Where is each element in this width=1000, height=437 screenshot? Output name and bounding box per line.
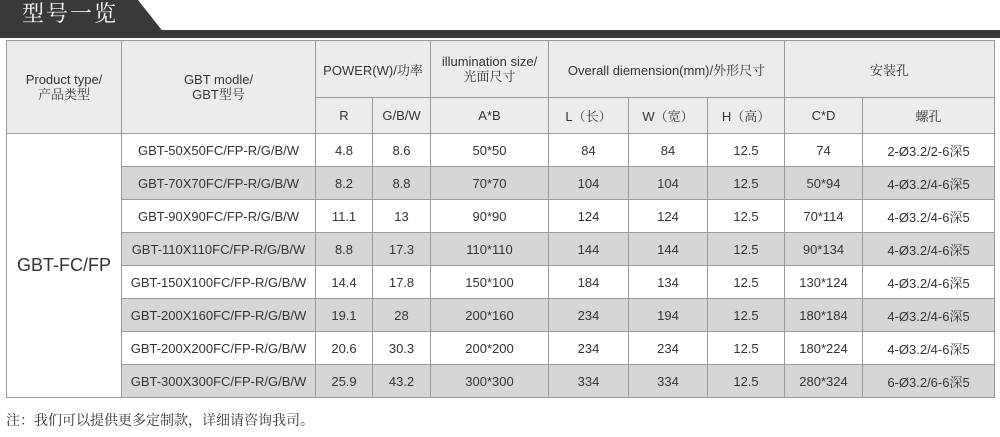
table-row bbox=[7, 200, 995, 233]
ab-cell: 200*160 bbox=[431, 299, 549, 332]
power-r-cell: 11.1 bbox=[316, 200, 373, 233]
power-r-cell: 8.8 bbox=[316, 233, 373, 266]
screw-cell: 4-Ø3.2/4-6深5 bbox=[863, 266, 995, 299]
ab-cell: 150*100 bbox=[431, 266, 549, 299]
ab-cell: 90*90 bbox=[431, 200, 549, 233]
header-power: POWER(W)/功率 bbox=[316, 41, 431, 98]
table-row bbox=[7, 134, 995, 167]
header-w: W（宽） bbox=[629, 98, 708, 134]
header-power-r: R bbox=[316, 98, 373, 134]
model-cell: GBT-200X200FC/FP-R/G/B/W bbox=[122, 332, 316, 365]
power-r-cell: 19.1 bbox=[316, 299, 373, 332]
power-gbw-cell: 8.8 bbox=[373, 167, 431, 200]
footnote: 注：我们可以提供更多定制款，详细请咨询我司。 bbox=[6, 413, 314, 429]
header-cd: C*D bbox=[785, 98, 863, 134]
product-type-cell: GBT-FC/FP bbox=[7, 134, 122, 398]
power-gbw-cell: 30.3 bbox=[373, 332, 431, 365]
table-row bbox=[7, 233, 995, 266]
ab-cell: 200*200 bbox=[431, 332, 549, 365]
h-cell: 12.5 bbox=[708, 200, 785, 233]
cd-cell: 180*224 bbox=[785, 332, 863, 365]
screw-cell: 4-Ø3.2/4-6深5 bbox=[863, 332, 995, 365]
header-ab: A*B bbox=[431, 98, 549, 134]
w-cell: 334 bbox=[629, 365, 708, 398]
power-r-cell: 8.2 bbox=[316, 167, 373, 200]
header-band bbox=[0, 0, 1000, 38]
screw-cell: 4-Ø3.2/4-6深5 bbox=[863, 167, 995, 200]
table-row bbox=[7, 332, 995, 365]
screw-cell: 4-Ø3.2/4-6深5 bbox=[863, 200, 995, 233]
header-install: 安装孔 bbox=[785, 41, 995, 98]
power-gbw-cell: 17.3 bbox=[373, 233, 431, 266]
screw-cell: 2-Ø3.2/2-6深5 bbox=[863, 134, 995, 167]
page-title: 型号一览 bbox=[22, 2, 119, 27]
screw-cell: 4-Ø3.2/4-6深5 bbox=[863, 299, 995, 332]
ab-cell: 110*110 bbox=[431, 233, 549, 266]
power-gbw-cell: 8.6 bbox=[373, 134, 431, 167]
h-cell: 12.5 bbox=[708, 167, 785, 200]
w-cell: 134 bbox=[629, 266, 708, 299]
cd-cell: 90*134 bbox=[785, 233, 863, 266]
l-cell: 84 bbox=[549, 134, 629, 167]
cd-cell: 70*114 bbox=[785, 200, 863, 233]
w-cell: 104 bbox=[629, 167, 708, 200]
header-model: GBT modle/ GBT型号 bbox=[122, 41, 316, 134]
power-r-cell: 14.4 bbox=[316, 266, 373, 299]
header-overall: Overall diemension(mm)/外形尺寸 bbox=[549, 41, 785, 98]
l-cell: 234 bbox=[549, 332, 629, 365]
header-l: L（长） bbox=[549, 98, 629, 134]
cd-cell: 180*184 bbox=[785, 299, 863, 332]
table-row bbox=[7, 266, 995, 299]
spec-table bbox=[6, 40, 995, 398]
table-body bbox=[7, 134, 995, 398]
cd-cell: 130*124 bbox=[785, 266, 863, 299]
model-cell: GBT-200X160FC/FP-R/G/B/W bbox=[122, 299, 316, 332]
power-r-cell: 4.8 bbox=[316, 134, 373, 167]
ab-cell: 300*300 bbox=[431, 365, 549, 398]
model-cell: GBT-90X90FC/FP-R/G/B/W bbox=[122, 200, 316, 233]
power-gbw-cell: 43.2 bbox=[373, 365, 431, 398]
l-cell: 124 bbox=[549, 200, 629, 233]
header-illumination: illumination size/ 光面尺寸 bbox=[431, 41, 549, 98]
l-cell: 104 bbox=[549, 167, 629, 200]
cd-cell: 280*324 bbox=[785, 365, 863, 398]
power-r-cell: 20.6 bbox=[316, 332, 373, 365]
h-cell: 12.5 bbox=[708, 266, 785, 299]
h-cell: 12.5 bbox=[708, 365, 785, 398]
h-cell: 12.5 bbox=[708, 233, 785, 266]
header-product-type: Product type/ 产品类型 bbox=[7, 41, 122, 134]
l-cell: 144 bbox=[549, 233, 629, 266]
table-row bbox=[7, 167, 995, 200]
h-cell: 12.5 bbox=[708, 134, 785, 167]
model-cell: GBT-150X100FC/FP-R/G/B/W bbox=[122, 266, 316, 299]
ab-cell: 50*50 bbox=[431, 134, 549, 167]
table-row bbox=[7, 365, 995, 398]
model-cell: GBT-50X50FC/FP-R/G/B/W bbox=[122, 134, 316, 167]
model-cell: GBT-300X300FC/FP-R/G/B/W bbox=[122, 365, 316, 398]
l-cell: 234 bbox=[549, 299, 629, 332]
header-screw: 螺孔 bbox=[863, 98, 995, 134]
h-cell: 12.5 bbox=[708, 299, 785, 332]
screw-cell: 6-Ø3.2/6-6深5 bbox=[863, 365, 995, 398]
l-cell: 184 bbox=[549, 266, 629, 299]
header-h: H（高） bbox=[708, 98, 785, 134]
ab-cell: 70*70 bbox=[431, 167, 549, 200]
power-r-cell: 25.9 bbox=[316, 365, 373, 398]
model-cell: GBT-110X110FC/FP-R/G/B/W bbox=[122, 233, 316, 266]
w-cell: 84 bbox=[629, 134, 708, 167]
h-cell: 12.5 bbox=[708, 332, 785, 365]
model-cell: GBT-70X70FC/FP-R/G/B/W bbox=[122, 167, 316, 200]
table-row bbox=[7, 299, 995, 332]
power-gbw-cell: 28 bbox=[373, 299, 431, 332]
w-cell: 234 bbox=[629, 332, 708, 365]
w-cell: 124 bbox=[629, 200, 708, 233]
cd-cell: 50*94 bbox=[785, 167, 863, 200]
w-cell: 144 bbox=[629, 233, 708, 266]
power-gbw-cell: 17.8 bbox=[373, 266, 431, 299]
power-gbw-cell: 13 bbox=[373, 200, 431, 233]
w-cell: 194 bbox=[629, 299, 708, 332]
screw-cell: 4-Ø3.2/4-6深5 bbox=[863, 233, 995, 266]
header-power-gbw: G/B/W bbox=[373, 98, 431, 134]
cd-cell: 74 bbox=[785, 134, 863, 167]
l-cell: 334 bbox=[549, 365, 629, 398]
